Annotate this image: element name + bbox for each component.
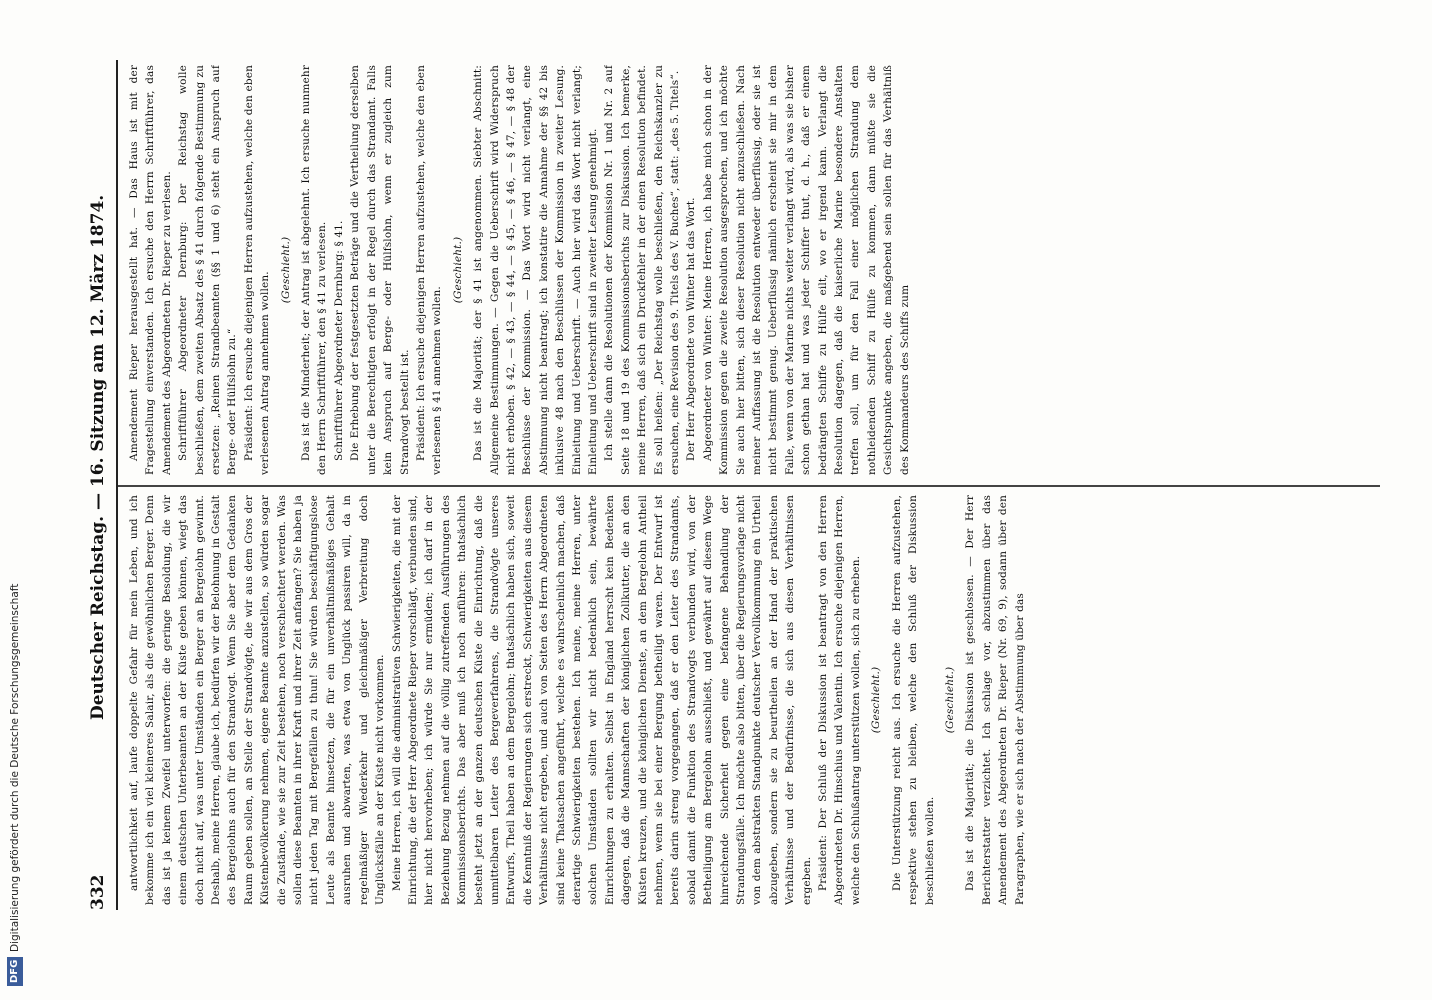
dfg-logo: DFG (7, 957, 23, 986)
paragraph: Die Erhebung der festgesetzten Beträge und die Vertheilung derselben unter die Berechtigten erfolgt in der Regel durch das Strandamt. Falls kein Anspruch auf Berge- oder Hülfslohn, wenn er zugleich zum Strandvogt bestellt ist. (349, 65, 411, 475)
stage-direction: (Geschieht.) (451, 236, 464, 304)
stage-direction: (Geschieht.) (943, 666, 956, 734)
page-header (84, 60, 116, 910)
paragraph: Das ist die Majorität; der § 41 ist angenommen. Siebter Abschnitt: Allgemeine Bestimmungen. — Gegen die Ueberschrift wird Widerspruch nicht erhoben. § 42, — § 43, — § 44, — § 45, — § 46, — § 47, — § 48 der Beschlüsse der Kommission. — Das Wort wird nicht verlangt, eine Abstimmung nicht beantragt; ich konstatire die Annahme der §§ 42 bis inklusive 48 nach den Beschlüssen der Kommission in zweiter Lesung. Einleitung und Ueberschrift. — Auch hier wird das Wort nicht verlangt; Einleitung und Ueberschrift sind in zweiter Lesung genehmigt. (472, 65, 599, 475)
digitization-credit (4, 16, 28, 986)
paragraph: Das ist die Majorität; die Diskussion ist geschlossen. — Der Herr Berichterstatter verzichtet. Ich schlage vor, abzustimmen über das Amendement des Abgeordneten Dr. Rieper (Nr. 69, 9), sodann über den Paragraphen, wie er sich nach der Abstimmung über das (964, 495, 1026, 905)
page-number: 332 (88, 874, 108, 910)
page-title: Deutscher Reichstag. — 16. Sitzung am 12. März 1874. (88, 194, 108, 720)
paragraph: Abgeordneter von Winter: Meine Herren, ich habe mich schon in der Kommission gegen die zweite Resolution ausgesprochen, und ich möchte Sie auch hier bitten, sich dieser Resolution nicht anzuschließen. Nach meiner Auffassung ist die Resolution entweder überflüssig, oder sie ist nicht bestimmt genug. Ueberflüssig nämlich erscheint sie mir in dem Falle, wenn von der Marine nichts weiter verlangt wird, als was sie bisher schon gethan hat und was jeder Schiffer thut, d. h., daß er einem bedrängten Schiffe zu Hülfe eilt, wo er irgend kann. Verlangt die Resolution dagegen, daß die kaiserliche Marine besondere Anstalten treffen soll, um für den Fall einer möglichen Strandung dem nothleidenden Schiff zu Hülfe zu kommen, dann müßte sie die Gesichtspunkte angeben, die maßgebend sein sollen für das Verhältniß des Kommandeurs des Schiffs zum (701, 65, 911, 475)
paragraph: Der Herr Abgeordnete von Winter hat das Wort. (685, 197, 698, 461)
paragraph: Präsident: Ich ersuche diejenigen Herren aufzustehen, welche den eben verlesenen Antrag annehmen wollen. (242, 65, 272, 475)
paragraph: Präsident: Der Schluß der Diskussion ist beantragt von den Herren Abgeordneten Dr. Hinschius und Valentin. Ich ersuche diejenigen Herren, welche den Schlußantrag unterstützen wollen, sich zu erheben. (817, 495, 862, 905)
credit-text: Digitalisierung gefördert durch die Deutsche Forschungsgemeinschaft (9, 583, 21, 952)
paragraph: Präsident: Ich ersuche diejenigen Herren aufzustehen, welche den eben verlesenen § 41 annehmen wollen. (414, 65, 444, 475)
left-column (126, 495, 1376, 905)
paragraph: antwortlichkeit auf, laufe doppelte Gefahr für mein Leben, und ich bekomme ich ein viel kleineres Salair, als die gewöhnlichen Berger. Denn das ist ja keinem Zweifel unterworfen: die geringe Besoldung, die wir einem deutschen Unterbeamten an der Küste geben können, wiegt das doch nicht auf, was unter Umständen ein Berger an Bergelohn gewinnt. Deshalb, meine Herren, glaube ich, bedürfen wir der Belohnung in Gestalt des Bergelohns auch für den Strandvogt. Wenn Sie aber dem Gedanken Raum geben sollen, an Stelle der Strandvögte, die wir aus dem Gros der Küstenbevölkerung nehmen, eigene Beamte anzustellen, so würden sogar die Zustände, wie sie zur Zeit bestehen, noch verschlechtert werden. Was sollen diese Beamten in ihrer Kraft und ihrer Zeit anfangen? Sie haben ja nicht jeden Tag mit Bergefällen zu thun! Sie würden beschäftigungslose Leute als Beamte hinsetzen, die für ein unverhältnißmäßiges Gehalt ausruhen und abwarten, was etwa von Unglück passiren will, da in regelmäßiger Wiederkehr und gleichmäßiger Verbreitung doch Unglücksfälle an der Küste nicht vorkommen. (128, 495, 387, 905)
stage-direction: (Geschieht.) (279, 236, 292, 304)
column-divider (118, 485, 1380, 487)
paragraph: Amendement Rieper herausgestellt hat. — Das Haus ist mit der Fragestellung einverstanden. Ich ersuche den Herrn Schriftführer, das Amendement des Abgeordneten Dr. Rieper zu verlesen. (128, 65, 173, 475)
paragraph: Die Unterstützung reicht aus. Ich ersuche die Herren aufzustehen, respektive stehen zu bleiben, welche den Schluß der Diskussion beschließen wollen. (890, 495, 936, 905)
paragraph: Meine Herren, ich will die administrativen Schwierigkeiten, die mit der Einrichtung, die der Herr Abgeordnete Rieper vorschlägt, verbunden sind, hier nicht hervorheben; ich würde Sie nur ermüden; ich darf in der Beziehung Bezug nehmen auf die völlig zutreffenden Ausführungen des Kommissionsberichts. Das aber muß ich noch anführen: thatsächlich besteht jetzt an der ganzen deutschen Küste die Einrichtung, daß die unmittelbaren Leiter des Bergeverfahrens, die Strandvögte unseres Entwurfs, Theil haben an dem Bergelohn; thatsächlich haben sich, soweit die Kenntniß der Regierungen sich erstreckt, Schwierigkeiten aus diesem Verhältnisse nicht ergeben, und auch von Seiten des Herrn Abgeordneten sind keine Thatsachen angeführt, welche es wahrscheinlich machen, daß derartige Schwierigkeiten bestehen. Ich meine, meine Herren, unter solchen Umständen sollten wir nicht bedenklich sein, bewährte Einrichtungen zu erhalten. Selbst in England herrscht kein Bedenken dagegen, daß die Mannschaften der königlichen Zollkutter, die an den Küsten kreuzen, und die königlichen Dienste, an dem Bergelohn Antheil nehmen, wenn sie bei einer Bergung betheiligt waren. Der Entwurf ist bereits darin streng vorgegangen, daß er den Leiter des Strandamts, sobald damit die Funktion des Strandvogts verbunden wird, von der Betheiligung am Bergelohn ausschließt, und gewährt auf diesem Wege hinreichende Sicherheit gegen eine befangene Behandlung der Strandungsfälle. Ich möchte also bitten, über die Regierungsvorlage nicht von dem abstrakten Standpunkte deutscher Vervollkommnung ein Urtheil abzugeben, sondern sie zu beurtheilen an der Hand der praktischen Verhältnisse und der Bedürfnisse, die sich aus diesen Verhältnissen ergeben. (390, 495, 813, 905)
paragraph: Schriftführer Abgeordneter Dernburg: § 41. (332, 220, 345, 461)
stage-direction: (Geschieht.) (870, 666, 883, 734)
paragraph: Schriftführer Abgeordneter Dernburg: Der Reichstag wolle beschließen, dem zweiten Absatz des § 41 durch folgende Bestimmung zu ersetzen: „Reinen Strandbeamten (§§ 1 und 6) steht ein Anspruch auf Berge- oder Hülfslohn zu.“ (177, 65, 239, 475)
paragraph: Ich stelle dann die Resolutionen der Kommission Nr. 1 und Nr. 2 auf Seite 18 und 19 des Kommissionsberichts zur Diskussion. Ich bemerke, meine Herren, daß sich ein Druckfehler in der einen Resolution befindet. Es soll heißen: „Der Reichstag wolle beschließen, den Reichskanzler zu ersuchen, eine Revision des 9. Titels des V. Buches“, statt: „des 5. Titels“. (603, 65, 681, 475)
paragraph: Das ist die Minderheit; der Antrag ist abgelehnt. Ich ersuche nunmehr den Herrn Schriftführer, den § 41 zu verlesen. (300, 65, 329, 475)
right-column (126, 65, 1376, 475)
